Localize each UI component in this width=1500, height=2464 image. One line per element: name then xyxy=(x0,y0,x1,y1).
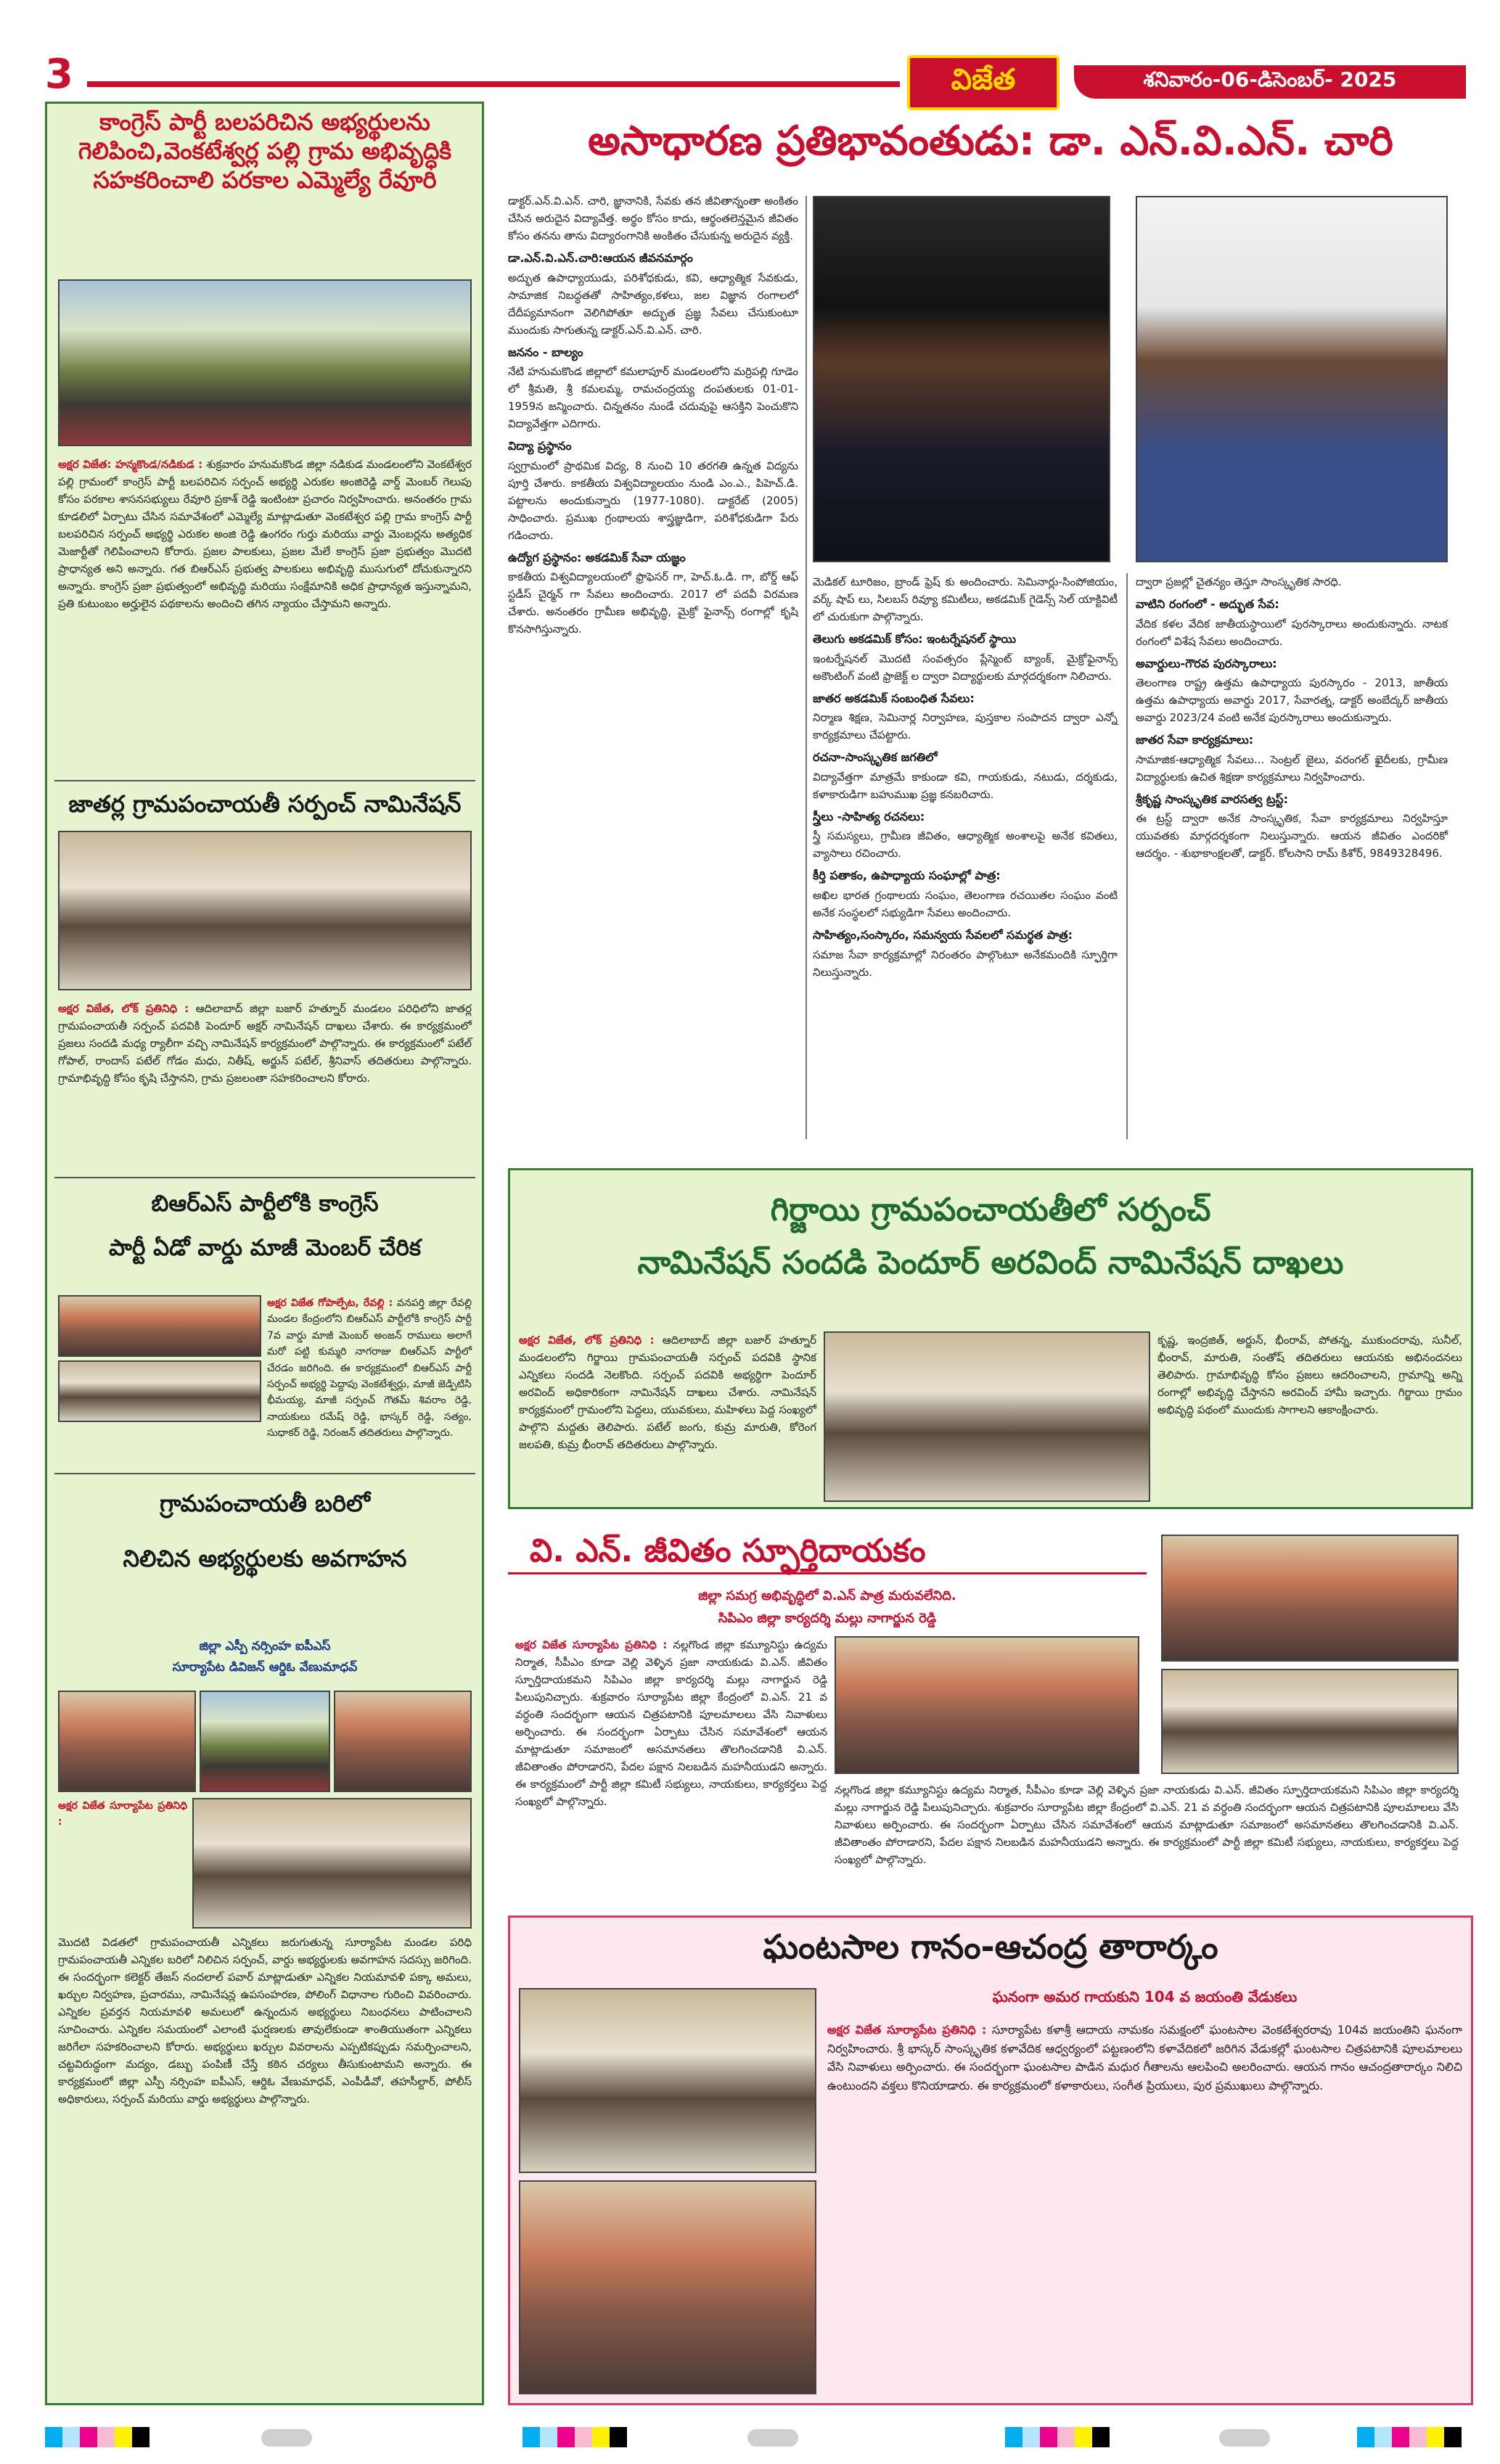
color-registration-bar xyxy=(1005,2427,1110,2447)
story-subhead: జిల్లా ఎస్పీ నర్సింహ ఐపీఎస్ సూర్యాపేట డివిజన్ ఆర్డిఓ వేణుమాధవ్ xyxy=(172,1639,358,1675)
main-column-1: డాక్టర్.ఎన్.వి.ఎన్. చారి, జ్ఞానానికి, సేవకు తన జీవితాన్నంతా అంకితం చేసిన అరుదైన విద్యావేత్త. అర్థం కోసం కాదు, ఆర్థంతలెన్తమైన జీవితం కోసం తనను తాను విద్యారంగానికి అంకితం చేసుకున్న అరుదైన వ్యక్తి. డా.ఎన్.వి.ఎన్.చారి:ఆయన జీవనమార్గం అద్భుత ఉపాధ్యాయుడు, పరిశోధకుడు, కవి, ఆధ్యాత్మిక సేవకుడు, సామాజిక నిబద్ధతతో సాహిత్యం,కళలు, జల విజ్ఞాన రంగాలలో దేదీప్యమానంగా వెలిగిపోతూ అద్భుత ప్రజ్ఞ సేవలు చేసుకుంటూ ముందుకు సాగుతున్న డాక్టర్.ఎన్.వి.ఎన్. చారి. జననం - బాల్యం నేటి హనుమకొండ జిల్లాలో కమలాపూర్ మండలంలోని మర్రిపల్లి గూడెం లో శ్రీమతి, శ్రీ కమలమ్మ, రామచంద్రయ్య దంపతులకు 01-01-1959న జన్మించారు. చిన్నతనం నుండే చదువుపై ఆసక్తిని పెంచుకొని విద్యావేత్తగా ఎదిగారు. విద్యా ప్రస్థానం స్వగ్రామంలో ప్రాథమిక విద్య, 8 నుంచి 10 తరగతి ఉన్నత విద్యను పూర్తి చేశారు. కాకతీయ విశ్వవిద్యాలయం నుండి ఎం.ఎ., పిహెచ్.డి. పట్టాలను అందుకున్నారు (1977-1080). డాక్టరేట్ (2005) సాధించారు. ప్రముఖ గ్రంథాలయ శాస్త్రజ్ఞుడిగా, పరిశోధకుడిగా పేరు గడించారు. ఉద్యోగ ప్రస్థానం: అకడమిక్ సేవా యజ్ఞం కాకతీయ విశ్వవిద్యాలయంలో ఫ్రొఫెసర్ గా, హెచ్.ఓ.డి. గా, బోర్డ్ ఆఫ్ స్టడీస్ చైర్మన్ గా సేవలు అందించారు. 2017 లో పదవీ విరమణ చేశారు. అనంతరం గ్రామీణ అభివృద్ధి, మైక్రో ఫైనాన్స్ రంగాల్లో కృషి కొనసాగిస్తున్నారు. xyxy=(508,192,798,1136)
story-body-side: అక్షర విజేత గోపాల్పేట, రేవల్లి : వనపర్తి జిల్లా రేవల్లి మండల కేంద్రంలోని బిఆర్ఎస్ పార్టీలోకి కాంగ్రెస్ పార్టీ 7వ వార్డు మాజీ మెంబర్ అంజన్ రాములు అలాగే మరో పట్టి కుమ్మరి నాగరాజు బిఆర్ఎస్ పార్టీలో చేరడం జరిగింది. ఈ కార్యక్రమంలో బిఆర్ఎస్ పార్టీ సర్పంచ్ అభ్యర్థి పెద్దాపు వెంకటేశ్వర్లు, మాజీ జెడ్పిటిసి భీమయ్య, మాజీ సర్పంచ్ గౌతమ్ శివరాం రెడ్డి, నాయకులు రమేష్ రెడ్డి, భాస్కర్ రెడ్డి, సత్యం, సుధాకర్ రెడ్డి, నిరంజన్ తదితరులు పాల్గొన్నారు. xyxy=(267,1297,472,1440)
main-column-3: ద్వారా ప్రజల్లో చైతన్యం తెస్తూ సాంస్కృతిక సారధి. వాటిని రంగంలో - అద్భుత సేవ: వేదిక కళల వేదిక జాతీయస్థాయిలో పురస్కారాలు అందుకున్నారు. నాటక రంగంలో విశేష సేవలు అందించారు. అవార్డులు-గౌరవ పురస్కారాలు: తెలంగాణ రాష్ట్ర ఉత్తమ ఉపాధ్యాయ పురస్కారం - 2013, జాతీయ ఉత్తమ ఉపాధ్యాయ అవార్డు 2017, సేవారత్న, డాక్టర్ అంబేద్కర్ జాతీయ అవార్డు 2023/24 వంటి అనేక పురస్కారాలు అందుకున్నారు. జాతర సేవా కార్యక్రమాలు: సామాజిక-ఆధ్యాత్మిక సేవలు... సెంట్రల్ జైలు, వరంగల్ ఖైదీలకు, గ్రామీణ విద్యార్థులకు ఉచిత శిక్షణా కార్యక్రమాలు నిర్వహించారు. శ్రీకృష్ణ సాంస్కృతిక వారసత్వ ట్రస్ట్: ఈ ట్రస్ట్ ద్వారా అనేక సాంస్కృతిక, సేవా కార్యక్రమాలు నిర్వహిస్తూ యువతకు మార్గదర్శకంగా నిలుస్తున్నారు. ఆయన జీవితం ఎందరికో ఆదర్శం. - శుభాకాంక్షలతో, డాక్టర్. కోలసాని రామ్ కిశోర్, 9849328496. xyxy=(1136,575,1448,861)
photo-chari-speaking xyxy=(813,196,1110,562)
photo-nomination-group xyxy=(58,831,472,990)
vn-body-cont: నల్లగొండ జిల్లా కమ్యూనిస్టు ఉద్యమ నిర్మాత, సీపీఎం కూడా వెల్లి వెళ్ళిన ప్రజా నాయకుడు వి.ఎన్. జీవితం స్ఫూర్తిదాయకమని సిపిఎం జిల్లా కార్యదర్శి మల్లు నాగార్జున రెడ్డి పిలుపునిచ్చారు. శుక్రవారం సూర్యాపేట జిల్లా కేంద్రంలో వి.ఎన్. 21 వ వర్ధంతి సందర్భంగా ఆయన చిత్రపటానికి పూలమాలలు వేసి నివాళులు అర్పించారు. ఈ సందర్భంగా ఏర్పాటు చేసిన సమావేశంలో ఆయన మాట్లాడుతూ సమాజంలో అసమానతలు తొలగించడానికి వి.ఎన్. జీవితాంతం పోరాడారని, పేదల పక్షాన నిలబడిన మహనీయుడని అన్నారు. ఈ కార్యక్రమంలో పార్టీ జిల్లా కమిటీ సభ్యులు, నాయకులు, కార్యకర్తలు పెద్ద సంఖ్యలో పాల్గొన్నారు. xyxy=(835,1783,1459,1866)
col-block: డాక్టర్.ఎన్.వి.ఎన్. చారి, జ్ఞానానికి, సేవకు తన జీవితాన్నంతా అంకితం చేసిన అరుదైన విద్యావేత్త. అర్థం కోసం కాదు, ఆర్థంతలెన్తమైన జీవితం కోసం తనను తాను విద్యారంగానికి అంకితం చేసుకున్న అరుదైన వ్యక్తి. xyxy=(508,194,798,242)
color-registration-bar xyxy=(1357,2427,1462,2447)
vn-body: అక్షర విజేత సూర్యాపేట ప్రతినిధి : నల్లగొండ జిల్లా కమ్యూనిస్టు ఉద్యమ నిర్మాత, సీపీఎం కూడా వెల్లి వెళ్ళిన ప్రజా నాయకుడు వి.ఎన్. జీవితం స్ఫూర్తిదాయకమని సిపిఎం జిల్లా కార్యదర్శి మల్లు నాగార్జున రెడ్డి పిలుపునిచ్చారు. శుక్రవారం సూర్యాపేట జిల్లా కేంద్రంలో వి.ఎన్. 21 వ వర్ధంతి సందర్భంగా ఆయన చిత్రపటానికి పూలమాలలు వేసి నివాళులు అర్పించారు. ఈ సందర్భంగా ఏర్పాటు చేసిన సమావేశంలో ఆయన మాట్లాడుతూ సమాజంలో అసమానతలు తొలగించడానికి వి.ఎన్. జీవితాంతం పోరాడారని, పేదల పక్షాన నిలబడిన మహనీయుడని అన్నారు. ఈ కార్యక్రమంలో పార్టీ జిల్లా కమిటీ సభ్యులు, నాయకులు, కార్యకర్తలు పెద్ద సంఖ్యలో పాల్గొన్నారు. xyxy=(515,1638,827,1808)
divider xyxy=(54,1473,475,1474)
column-divider xyxy=(1126,573,1128,1139)
story-congress-revuri xyxy=(54,107,475,194)
registration-oval xyxy=(747,2429,798,2447)
story-body: అక్షర విజేత: హన్మకొండ/నడికుడ : శుక్రవారం హనుమకొండ జిల్లా నడికుడ మండలంలోని వెంకటేశ్వర పల్లి గ్రామంలో కాంగ్రెస్ పార్టీ బలపరిచిన సర్పంచ్ అభ్యర్థి ఎరుకల అంజిరెడ్డి వార్డ్ మెంబర్ గెలుపు కోసం పరకాల శాసనసభ్యులు రేవూరి ప్రకాశ్ రెడ్డి ఇంటింటా ప్రచారం నిర్వహించారు. అనంతరం గ్రామ కూడలిలో ఏర్పాటు చేసిన సమావేశంలో ఎమ్మెల్యే మాట్లాడుతూ వెంకటేశ్వర పల్లి గ్రామ కాంగ్రెస్ పార్టీ బలపరిచిన సర్పంచ్ అభ్యర్థి ఎరుకల అంజి రెడ్డి ఉంగరం గుర్తు మరియు వార్డు మెంబర్లను అత్యధిక మెజార్టీతో గెలిపించాలని కోరారు. ప్రజల పాలకులు, ప్రజల మేలే కాంగ్రెస్ ప్రజా ప్రభుత్వం మొదటి ప్రాధాన్యత అని అన్నారు. గత బిఆర్ఎస్ ప్రభుత్వ పాలకులు అభివృద్ధి ముసుగులో దోచుకున్నారని అన్నారు. కాంగ్రెస్ ప్రజా ప్రభుత్వంలో అభివృద్ధి మరియు సంక్షేమానికి అధిక ప్రాధాన్యత ఇస్తున్నామని, ప్రతి కుటుంబం అర్హులైన పథకాలను అందించి తగిన న్యాయం చేస్తామని అన్నారు. xyxy=(58,458,472,610)
girjai-body-left: అక్షర విజేత, లోక్ ప్రతినిధి : ఆదిలాబాద్ జిల్లా బజార్ హత్నూర్ మండలంలోని గిర్జాయి గ్రామపంచాయతీ సర్పంచ్ పదవికి స్థానిక ఎన్నికలు సందడి నెలకొంది. సర్పంచ్ పదవికి అభ్యర్థిగా పెందూర్ అరవింద్ అధికారికంగా నామినేషన్ దాఖలు చేశారు. నామినేషన్ కార్యక్రమంలో గ్రామంలోని పెద్దలు, యువకులు, మహిళలు పెద్ద సంఖ్యలో పాల్గొని మద్దతు తెలిపారు. పటేల్ జంగు, కుమ్ర మారుతి, కోరెంగ జలపతి, కుమ్ర భీంరావ్ తదితరులు పాల్గొన్నారు. xyxy=(519,1334,816,1451)
registration-oval xyxy=(261,2429,312,2447)
photo-awareness-stage xyxy=(192,1798,472,1929)
main-headline: అసాధారణ ప్రతిభావంతుడు: డా. ఎన్.వి.ఎన్. చారి xyxy=(588,118,1393,165)
vn-subhead: జిల్లా సమగ్ర అభివృద్ధిలో వి.ఎన్ పాత్ర మరువలేనిది. సిపిఎం జిల్లా కార్యదర్శి మల్లు నాగార్జున రెడ్డి xyxy=(698,1588,956,1626)
girjai-body-right: కృష్ణ, ఇంద్రజిత్, అర్జున్, భీంరావ్, పోతన్న, ముకుందరావు, సునీల్, భీంరావ్, మారుతి, సంతోష్ తదితరులు ఆయనకు అభినందనలు తెలిపారు. గ్రామాభివృద్ధి కోసం ప్రజలు ఆదరించాలని, గ్రామాన్ని అన్ని రంగాల్లో అభివృద్ధి చేస్తానని అరవింద్ హామీ ఇచ్చారు. గిర్జాయి గ్రామం అభివృద్ధి పథంలో ముందుకు సాగాలని ఆకాంక్షించారు. xyxy=(1157,1334,1462,1416)
photo-awareness-3 xyxy=(334,1691,472,1792)
divider xyxy=(54,780,475,781)
vn-header: వి. ఎన్. జీవితం స్ఫూర్తిదాయకం xyxy=(508,1531,1147,1574)
divider xyxy=(54,1177,475,1178)
masthead xyxy=(0,0,1500,102)
photo-vn-gathering xyxy=(1161,1669,1459,1774)
photo-joining-1 xyxy=(58,1295,261,1357)
story-headline: కాంగ్రెస్ పార్టీ బలపరిచిన అభ్యర్థులను గెలిపించి,వెంకటేశ్వర్ల పల్లి గ్రామ అభివృద్ధికి సహకరించాలి పరకాల ఎమ్మెల్యే రేవూరి xyxy=(78,108,452,194)
photo-vn-tribute xyxy=(1161,1535,1459,1662)
date-bar: శనివారం-06-డిసెంబర్- 2025 xyxy=(1074,65,1466,99)
photo-rally-crowd xyxy=(58,279,472,446)
ghantasala-body: అక్షర విజేత సూర్యాపేట ప్రతినిధి : సూర్యాపేట కళాశ్రీ ఆదాయ నామకం సమక్షంలో ఘంటసాల వెంకటేశ్వరరావు 104వ జయంతిని ఘనంగా నిర్వహించారు. శ్రీ భాస్కర్ సాంస్కృతిక కళావేదిక ఆధ్వర్యంలో పట్టణంలోని కళావేదికలో జరిగిన వేడుకల్లో ఘంటసాల చిత్రపటానికి పూలమాలలు వేసి నివాళులు అర్పించారు. ఈ సందర్భంగా ఘంటసాల పాడిన మధుర గీతాలను ఆలపించి అలరించారు. ఆయన గానం ఆచంద్రతారార్కం నిలిచి ఉంటుందని వక్తలు కొనియాడారు. ఈ కార్యక్రమంలో కళాకారులు, సంగీత ప్రియులు, పుర ప్రముఖులు పాల్గొన్నారు. xyxy=(827,2023,1462,2093)
photo-chari-portrait xyxy=(1136,196,1448,562)
registration-oval xyxy=(1219,2429,1270,2447)
photo-ghantasala-stage xyxy=(519,2180,816,2394)
story-headline: గ్రామపంచాయతీ బరిలో నిలిచిన అభ్యర్థులకు అవగాహన xyxy=(123,1490,407,1572)
column-divider xyxy=(806,196,807,1139)
story-body: అక్షర విజేత, లోక్ ప్రతినిధి : ఆదిలాబాద్ జిల్లా బజార్ హత్నూర్ మండలం పరిధిలోని జాతర్ల గ్రామపంచాయతీ సర్పంచ్ పదవికి పెందూర్ అక్షర్ నామినేషన్ దాఖలు చేశారు. ఈ కార్యక్రమంలో ప్రజలు సందడి మధ్య ర్యాలీగా వచ్చి నామినేషన్ కార్యక్రమంలో పాల్గొన్నారు. ఈ కార్యక్రమంలో పటేల్ గోపాల్, రాందాస్ పటేల్ గోడం మధు, నితీష్, అర్జున్ పటేల్, శ్రీనివాస్ తదితరులు పాల్గొన్నారు. గ్రామాభివృద్ధి కోసం కృషి చేస్తానని, గ్రామ ప్రజలంతా సహకరించాలని కోరారు. xyxy=(58,1002,472,1085)
story-headline: బిఆర్ఎస్ పార్టీలోకి కాంగ్రెస్ పార్టీ ఏడో వార్డు మాజీ మెంబర్ చేరిక xyxy=(108,1191,422,1261)
story-headline: జాతర్ల గ్రామపంచాయతీ సర్పంచ్ నామినేషన్ xyxy=(68,790,462,818)
ghantasala-headline: ఘంటసాల గానం-ఆచంద్ర తారార్కం xyxy=(763,1927,1218,1966)
logo-text: విజేత xyxy=(951,62,1016,96)
photo-awareness-2 xyxy=(200,1691,330,1792)
photo-vn-meeting xyxy=(835,1636,1139,1774)
color-registration-bar xyxy=(45,2427,149,2447)
photo-ghantasala-event xyxy=(519,1988,816,2173)
photo-joining-2 xyxy=(58,1360,261,1422)
story-body-side: అక్షర విజేత సూర్యాపేట ప్రతినిధి : xyxy=(58,1800,187,1828)
story-body: మొదటి విడతలో గ్రామపంచాయతీ ఎన్నికలు జరుగుతున్న సూర్యాపేట మండల పరిధి గ్రామపంచాయతీ ఎన్నికల బరిలో నిలిచిన సర్పంచ్, వార్డు అభ్యర్థులకు అవగాహన సదస్సు జరిగింది. ఈ సందర్భంగా కలెక్టర్ తేజస్ నందలాల్ పవార్ మాట్లాడుతూ ఎన్నికల నియమావళి పక్కా అమలు, ఖర్చుల నిర్వహణ, ప్రచారము, నామినేషన్ల ఉపసంహరణ, పోలింగ్ విధానాల గురించి వివరించారు. ఎన్నికల ప్రవర్తన నియమావళి అమలులో ఉన్నందున అభ్యర్థులు నిబంధనలు పాటించాలని సూచించారు. ఎన్నికల సమయంలో ఎలాంటి ఘర్షణలకు తావులేకుండా శాంతియుతంగా ఎన్నికలు జరిగేలా సహకరించాలని కోరారు. అభ్యర్థులు ఖర్చుల వివరాలను ఎప్పటికప్పుడు సమర్పించాలని, చట్టవిరుద్ధంగా మద్యం, డబ్బు పంపిణీ చేస్తే కఠిన చర్యలు తీసుకుంటామని అన్నారు. ఈ కార్యక్రమంలో జిల్లా ఎస్పీ నర్సింహ ఐపీఎస్, ఆర్డిఓ వేణుమాధవ్, ఎంపీడీవో, తహసీల్దార్, పోలీస్ అధికారులు, సర్పంచ్ మరియు వార్డు అభ్యర్థులు పాల్గొన్నారు. xyxy=(58,1936,472,2106)
photo-girjai-nomination xyxy=(824,1331,1150,1502)
page-number: 3 xyxy=(45,51,73,98)
masthead-rule xyxy=(87,81,900,87)
color-registration-bar xyxy=(522,2427,627,2447)
main-column-2: మెడికల్ టూరిజం, బ్రాండ్ ఫ్రెష్ కు అందించారు. సెమినార్లు-సింపోజియం, వర్క్ షాప్ లు, సిలబస్ రివ్యూ కమిటీలు, అకడమిక్ గైడెన్స్ సెల్ యాక్టివిటీ లో చురుకుగా పాల్గొన్నారు. తెలుగు అకడమిక్ కోసం: ఇంటర్నేషనల్ స్థాయి ఇంటర్నేషనల్ మొదటి సంవత్సరం ప్లేస్మెంట్ బ్యాంక్, మైక్రోఫైనాన్స్ అకౌంటింగ్ వంటి ఫ్రాజెక్ట్ ల ద్వారా విద్యార్థులకు మార్గదర్శకంగా నిలిచారు. జాతర అకడమిక్ సంబంధిత సేవలు: నిర్మాణ శిక్షణ, సెమినార్ల నిర్వాహణ, పుస్తకాల సంపాదన ద్వారా ఎన్నో కార్యక్రమాలు చేపట్టారు. రచనా-సాంస్కృతిక జగతిలో విద్యావేత్తగా మాత్రమే కాకుండా కవి, గాయకుడు, నటుడు, దర్శకుడు, కళాకారుడిగా బహుముఖ ప్రజ్ఞ కనబరిచారు. స్త్రీలు -సాహిత్య రచనలు: స్త్రీ సమస్యలు, గ్రామీణ జీవితం, ఆధ్యాత్మిక అంశాలపై అనేక కవితలు, వ్యాసాలు రచించారు. కీర్తి పతాకం, ఉపాధ్యాయ సంఘాల్లో పాత్ర: అఖిల భారత గ్రంథాలయ సంఘం, తెలంగాణ రచయితల సంఘం వంటి అనేక సంస్థలలో సభ్యుడిగా సేవలు అందించారు. సాహిత్యం,సంస్కారం, సమన్వయ సేవలలో సమర్థత పాత్ర: సమాజ సేవా కార్యక్రమాల్లో నిరంతరం పాల్గొంటూ అనేకమందికి స్ఫూర్తిగా నిలుస్తున్నారు. xyxy=(813,575,1118,979)
ghantasala-subhead: ఘనంగా అమర గాయకుని 104 వ జయంతి వేడుకలు xyxy=(992,1988,1298,2005)
photo-awareness-1 xyxy=(58,1691,196,1792)
newspaper-logo xyxy=(907,55,1060,110)
girjai-headline: గిర్జాయి గ్రామపంచాయతీలో సర్పంచ్ నామినేషన్ సందడి పెందూర్ అరవింద్ నామినేషన్ దాఖలు xyxy=(637,1191,1344,1281)
